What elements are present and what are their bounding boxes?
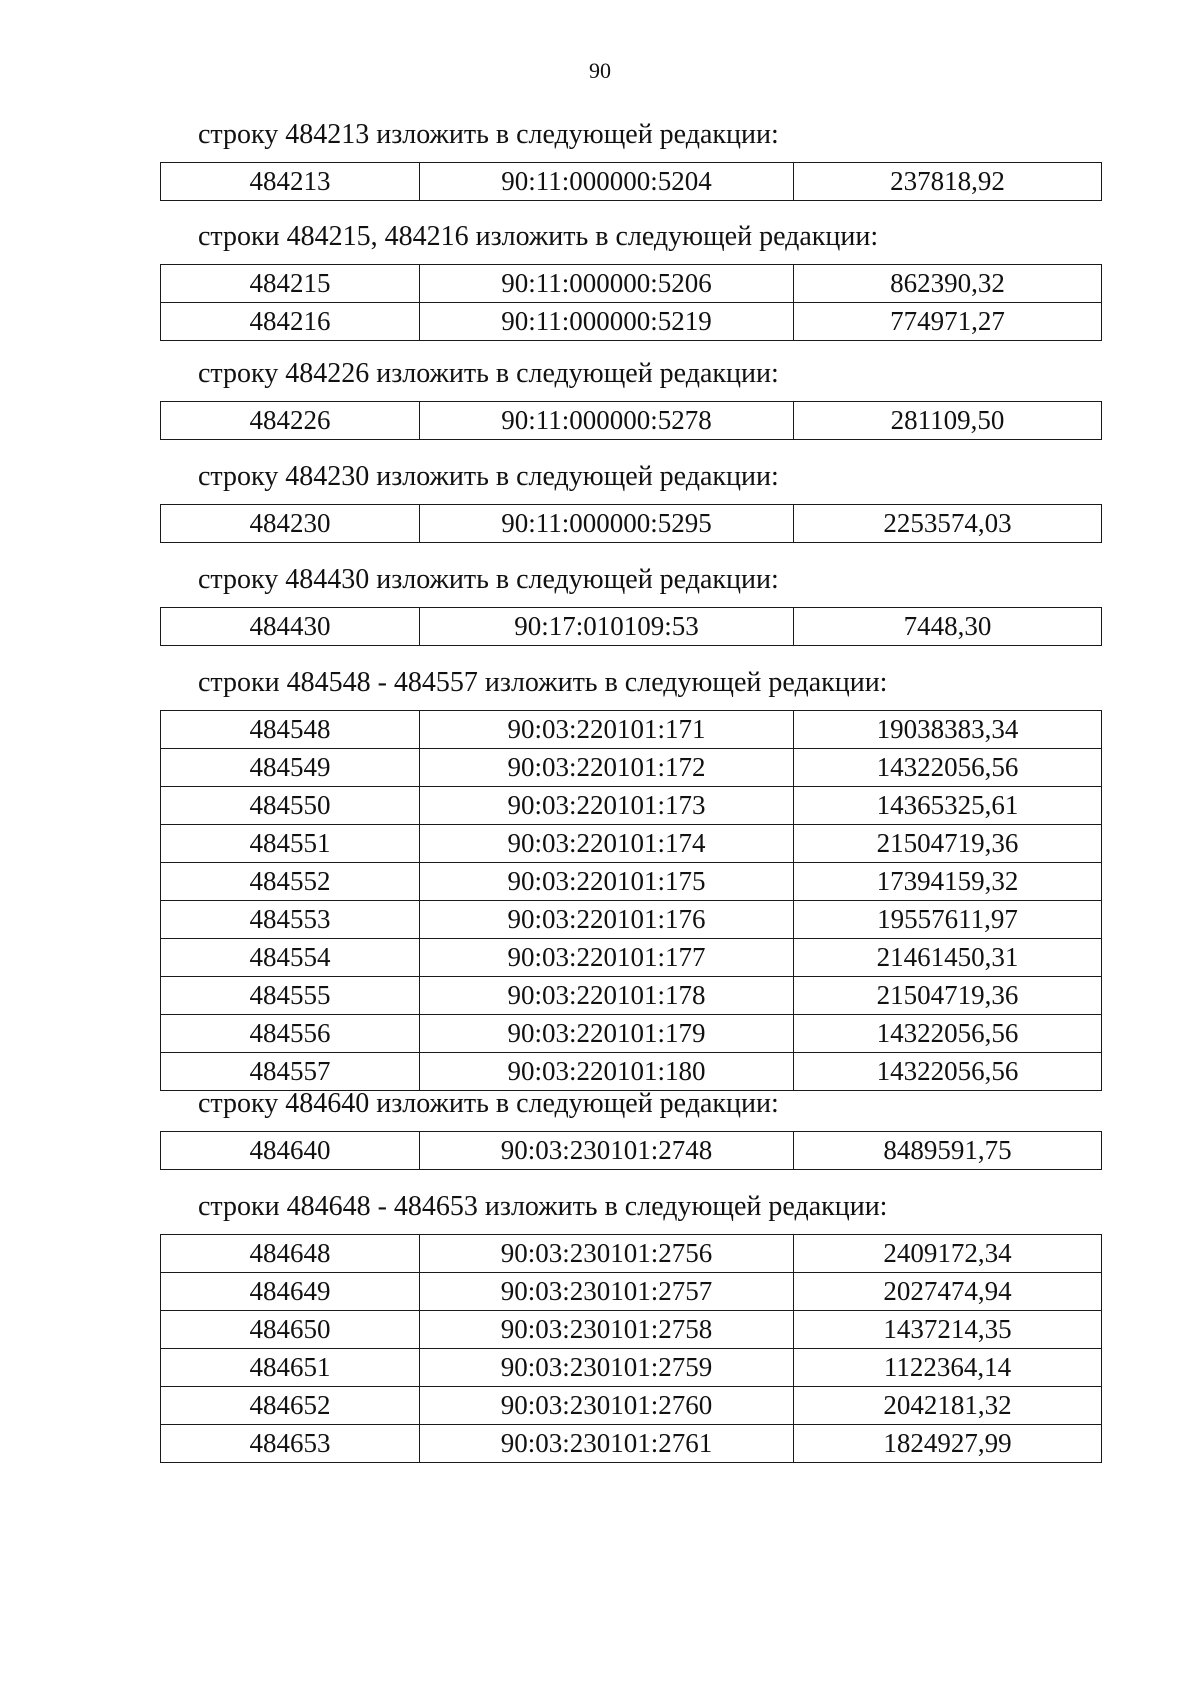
amendment-table [160,504,1102,543]
amendment-section [160,1087,1100,1170]
cadastral-number-cell: 90:03:220101:172 [420,749,794,787]
row-number-cell: 484216 [161,303,420,341]
page-number: 90 [589,58,611,83]
table-row [161,711,1102,749]
cadastral-number-cell: 90:03:220101:176 [420,901,794,939]
cadastral-number-cell: 90:03:230101:2759 [420,1349,794,1387]
section-heading: строки 484548 - 484557 изложить в следующей редакции: [198,667,888,698]
value-cell: 1437214,35 [794,1311,1102,1349]
cadastral-number-cell: 90:03:230101:2757 [420,1273,794,1311]
table-row [161,977,1102,1015]
value-cell: 2409172,34 [794,1235,1102,1273]
table-row [161,402,1102,440]
cadastral-number-cell: 90:11:000000:5204 [420,163,794,201]
value-cell: 21504719,36 [794,977,1102,1015]
table-row [161,1053,1102,1091]
cadastral-number-cell: 90:03:230101:2748 [420,1132,794,1170]
cadastral-number-cell: 90:03:230101:2758 [420,1311,794,1349]
amendment-section [160,460,1100,543]
value-cell: 281109,50 [794,402,1102,440]
amendment-section [160,220,1100,341]
table-row [161,939,1102,977]
row-number-cell: 484230 [161,505,420,543]
section-heading: строку 484430 изложить в следующей редакции: [198,564,779,595]
amendment-table [160,162,1102,201]
section-heading: строки 484215, 484216 изложить в следующей редакции: [198,221,879,252]
value-cell: 14322056,56 [794,1015,1102,1053]
row-number-cell: 484548 [161,711,420,749]
table-row [161,163,1102,201]
table-row [161,1015,1102,1053]
cadastral-number-cell: 90:03:220101:174 [420,825,794,863]
cadastral-number-cell: 90:03:230101:2761 [420,1425,794,1463]
value-cell: 862390,32 [794,265,1102,303]
cadastral-number-cell: 90:03:230101:2760 [420,1387,794,1425]
value-cell: 19038383,34 [794,711,1102,749]
row-number-cell: 484430 [161,608,420,646]
table-row [161,749,1102,787]
row-number-cell: 484557 [161,1053,420,1091]
table-row [161,1425,1102,1463]
value-cell: 19557611,97 [794,901,1102,939]
table-row [161,505,1102,543]
value-cell: 8489591,75 [794,1132,1102,1170]
value-cell: 14322056,56 [794,1053,1102,1091]
value-cell: 14322056,56 [794,749,1102,787]
row-number-cell: 484552 [161,863,420,901]
amendment-table [160,264,1102,341]
value-cell: 7448,30 [794,608,1102,646]
value-cell: 2042181,32 [794,1387,1102,1425]
amendment-table [160,710,1102,1091]
table-row [161,1235,1102,1273]
row-number-cell: 484640 [161,1132,420,1170]
amendment-table [160,401,1102,440]
section-heading: строку 484230 изложить в следующей редакции: [198,461,779,492]
cadastral-number-cell: 90:03:220101:179 [420,1015,794,1053]
row-number-cell: 484648 [161,1235,420,1273]
table-row [161,1132,1102,1170]
value-cell: 1122364,14 [794,1349,1102,1387]
cadastral-number-cell: 90:17:010109:53 [420,608,794,646]
amendment-table [160,1234,1102,1463]
table-row [161,1349,1102,1387]
cadastral-number-cell: 90:11:000000:5219 [420,303,794,341]
section-heading: строку 484226 изложить в следующей редакции: [198,358,779,389]
cadastral-number-cell: 90:03:230101:2756 [420,1235,794,1273]
amendment-section [160,666,1100,1091]
row-number-cell: 484551 [161,825,420,863]
row-number-cell: 484651 [161,1349,420,1387]
amendment-section [160,563,1100,646]
value-cell: 237818,92 [794,163,1102,201]
cadastral-number-cell: 90:03:220101:173 [420,787,794,825]
row-number-cell: 484556 [161,1015,420,1053]
row-number-cell: 484215 [161,265,420,303]
table-row [161,1311,1102,1349]
table-row [161,1273,1102,1311]
table-row [161,901,1102,939]
value-cell: 774971,27 [794,303,1102,341]
section-heading: строки 484648 - 484653 изложить в следующей редакции: [198,1191,888,1222]
cadastral-number-cell: 90:03:220101:177 [420,939,794,977]
amendment-section [160,118,1100,201]
row-number-cell: 484549 [161,749,420,787]
section-heading: строку 484640 изложить в следующей редакции: [198,1088,779,1119]
table-row [161,863,1102,901]
table-row [161,1387,1102,1425]
row-number-cell: 484213 [161,163,420,201]
cadastral-number-cell: 90:03:220101:180 [420,1053,794,1091]
value-cell: 17394159,32 [794,863,1102,901]
cadastral-number-cell: 90:11:000000:5295 [420,505,794,543]
amendment-table [160,1131,1102,1170]
table-row [161,608,1102,646]
value-cell: 14365325,61 [794,787,1102,825]
cadastral-number-cell: 90:03:220101:175 [420,863,794,901]
cadastral-number-cell: 90:11:000000:5278 [420,402,794,440]
cadastral-number-cell: 90:03:220101:171 [420,711,794,749]
row-number-cell: 484226 [161,402,420,440]
row-number-cell: 484550 [161,787,420,825]
value-cell: 2253574,03 [794,505,1102,543]
row-number-cell: 484555 [161,977,420,1015]
value-cell: 21504719,36 [794,825,1102,863]
table-row [161,825,1102,863]
amendment-table [160,607,1102,646]
row-number-cell: 484649 [161,1273,420,1311]
amendment-section [160,1190,1100,1463]
row-number-cell: 484650 [161,1311,420,1349]
value-cell: 1824927,99 [794,1425,1102,1463]
cadastral-number-cell: 90:11:000000:5206 [420,265,794,303]
table-row [161,303,1102,341]
value-cell: 21461450,31 [794,939,1102,977]
section-heading: строку 484213 изложить в следующей редакции: [198,119,779,150]
value-cell: 2027474,94 [794,1273,1102,1311]
row-number-cell: 484553 [161,901,420,939]
row-number-cell: 484652 [161,1387,420,1425]
table-row [161,787,1102,825]
table-row [161,265,1102,303]
row-number-cell: 484554 [161,939,420,977]
cadastral-number-cell: 90:03:220101:178 [420,977,794,1015]
amendment-section [160,357,1100,440]
row-number-cell: 484653 [161,1425,420,1463]
